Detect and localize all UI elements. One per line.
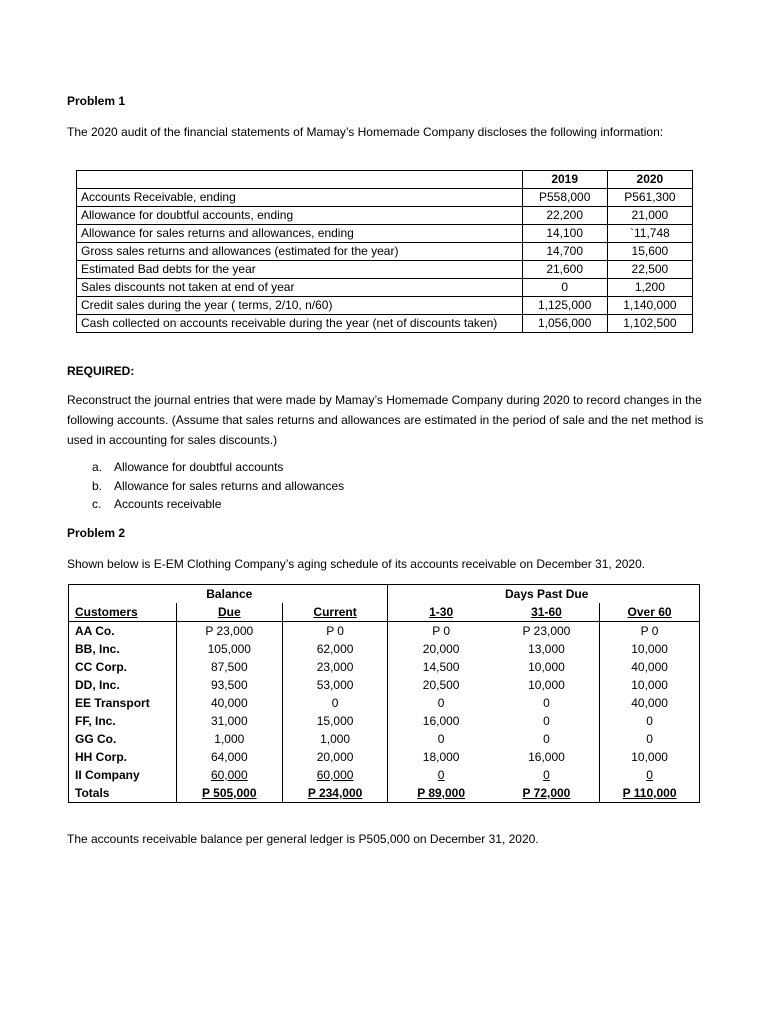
value-2019: 1,125,000 bbox=[522, 297, 607, 315]
over-60-cell: 10,000 bbox=[631, 750, 668, 764]
list-item-letter: a. bbox=[92, 460, 103, 474]
value-2019: 21,600 bbox=[522, 261, 607, 279]
days-1-30-cell: 0 bbox=[437, 696, 445, 710]
balance-due-cell: 105,000 bbox=[207, 642, 251, 656]
days-31-60-cell: P 23,000 bbox=[522, 624, 571, 638]
days-1-30-header: 1-30 bbox=[429, 605, 454, 619]
balance-due-cell: P 23,000 bbox=[205, 624, 254, 638]
days-1-30-cell: 20,000 bbox=[422, 642, 460, 656]
aging-header-row-2 bbox=[69, 603, 700, 622]
problem2-title: Problem 2 bbox=[67, 526, 126, 540]
list-item-letter: b. bbox=[92, 478, 103, 493]
value-2019: 0 bbox=[522, 279, 607, 297]
current-cell: 20,000 bbox=[316, 750, 354, 764]
current-cell: 53,000 bbox=[316, 678, 354, 692]
problem1-title: Problem 1 bbox=[67, 94, 126, 108]
days-1-30-cell: 16,000 bbox=[422, 714, 460, 728]
days-1-30-cell: 18,000 bbox=[422, 750, 460, 764]
customer-cell: AA Co. bbox=[75, 624, 115, 638]
customer-cell: II Company bbox=[75, 768, 140, 782]
table-row bbox=[69, 748, 700, 766]
days-1-30-cell: 0 bbox=[437, 768, 445, 782]
current-header: Current bbox=[313, 605, 357, 619]
list-item bbox=[92, 495, 344, 514]
row-label: Credit sales during the year ( terms, 2/10, n/60) bbox=[77, 297, 523, 315]
row-label: Cash collected on accounts receivable during the year (net of discounts taken) bbox=[77, 315, 523, 333]
total-current-cell: P 234,000 bbox=[307, 786, 363, 800]
balance-due-cell: 40,000 bbox=[210, 696, 248, 710]
days-31-60-cell: 0 bbox=[543, 732, 550, 746]
customer-cell: CC Corp. bbox=[75, 660, 127, 674]
row-label: Sales discounts not taken at end of year bbox=[77, 279, 523, 297]
balance-due-cell: 87,500 bbox=[210, 660, 248, 674]
value-2020: `11,748 bbox=[607, 225, 692, 243]
table-row bbox=[77, 315, 693, 333]
table-row bbox=[77, 243, 693, 261]
over-60-header: Over 60 bbox=[627, 605, 672, 619]
required-text: Reconstruct the journal entries that were made by Mamay’s Homemade Company during 2020 to record changes in the following accounts. (Assume that sales returns and allowances are estimated in the period of sale and the net method is used in accounting for sales discounts.) bbox=[67, 393, 704, 447]
customer-cell: GG Co. bbox=[75, 732, 117, 746]
balance-due-cell: 93,500 bbox=[210, 678, 248, 692]
customer-cell: DD, Inc. bbox=[75, 678, 120, 692]
table-row bbox=[69, 658, 700, 676]
value-2020: 15,600 bbox=[607, 243, 692, 261]
current-cell: 1,000 bbox=[320, 732, 351, 746]
problem1-table bbox=[76, 170, 693, 333]
table-row bbox=[69, 640, 700, 658]
table-row bbox=[77, 207, 693, 225]
balance-due-cell: 31,000 bbox=[210, 714, 248, 728]
year-2020-header: 2020 bbox=[607, 171, 692, 189]
table-row bbox=[77, 225, 693, 243]
value-2020: 21,000 bbox=[607, 207, 692, 225]
days-31-60-cell: 10,000 bbox=[528, 660, 565, 674]
current-cell: 15,000 bbox=[316, 714, 354, 728]
list-item-text: Allowance for doubtful accounts bbox=[114, 460, 284, 474]
problem1-table-header bbox=[77, 171, 693, 189]
days-1-30-cell: 0 bbox=[437, 732, 445, 746]
table-row bbox=[69, 676, 700, 694]
table-row bbox=[69, 712, 700, 730]
value-2020: 22,500 bbox=[607, 261, 692, 279]
balance-due-cell: 60,000 bbox=[210, 768, 248, 782]
list-item-text: Allowance for sales returns and allowances bbox=[114, 478, 345, 493]
table-row bbox=[77, 261, 693, 279]
days-31-60-cell: 16,000 bbox=[528, 750, 565, 764]
over-60-cell: 0 bbox=[646, 714, 653, 728]
value-2020: 1,140,000 bbox=[607, 297, 692, 315]
table-row bbox=[69, 730, 700, 748]
over-60-cell: 0 bbox=[646, 732, 653, 746]
totals-label: Totals bbox=[75, 786, 110, 800]
row-label: Allowance for sales returns and allowances, ending bbox=[77, 225, 523, 243]
customer-cell: FF, Inc. bbox=[75, 714, 116, 728]
table-row bbox=[77, 189, 693, 207]
over-60-cell: 0 bbox=[646, 768, 653, 782]
list-item-text: Accounts receivable bbox=[114, 497, 222, 511]
value-2020: 1,200 bbox=[607, 279, 692, 297]
table-row bbox=[77, 297, 693, 315]
value-2019: 14,700 bbox=[522, 243, 607, 261]
customer-cell: BB, Inc. bbox=[75, 642, 120, 656]
days-31-60-cell: 0 bbox=[543, 696, 550, 710]
list-item bbox=[92, 458, 344, 477]
over-60-cell: P 0 bbox=[640, 624, 659, 638]
table-row bbox=[69, 766, 700, 784]
header-blank-cell bbox=[77, 171, 523, 189]
row-label: Estimated Bad debts for the year bbox=[77, 261, 523, 279]
problem1-intro: The 2020 audit of the financial statements of Mamay’s Homemade Company discloses the following information: bbox=[67, 125, 664, 139]
value-2019: 1,056,000 bbox=[522, 315, 607, 333]
value-2020: P561,300 bbox=[607, 189, 692, 207]
total-over-60-cell: P 110,000 bbox=[622, 786, 677, 800]
value-2020: 1,102,500 bbox=[607, 315, 692, 333]
days-31-60-cell: 0 bbox=[543, 714, 550, 728]
aging-schedule-table bbox=[68, 584, 700, 803]
current-cell: 23,000 bbox=[316, 660, 354, 674]
list-item-letter: c. bbox=[92, 497, 102, 511]
balance-header: Balance bbox=[176, 585, 282, 604]
problem2-footer: The accounts receivable balance per general ledger is P505,000 on December 31, 2020. bbox=[67, 832, 539, 846]
balance-due-cell: 1,000 bbox=[214, 732, 245, 746]
days-past-due-header: Days Past Due bbox=[494, 585, 600, 604]
table-row bbox=[69, 622, 700, 641]
row-label: Gross sales returns and allowances (estimated for the year) bbox=[77, 243, 523, 261]
total-days-1-30-cell: P 89,000 bbox=[417, 786, 466, 800]
days-31-60-header: 31-60 bbox=[531, 605, 562, 619]
current-cell: 0 bbox=[331, 696, 339, 710]
days-1-30-cell: 14,500 bbox=[422, 660, 460, 674]
row-label: Allowance for doubtful accounts, ending bbox=[77, 207, 523, 225]
aging-header-row-1 bbox=[69, 585, 700, 604]
current-cell: 60,000 bbox=[316, 768, 354, 782]
value-2019: 14,100 bbox=[522, 225, 607, 243]
over-60-cell: 10,000 bbox=[631, 678, 668, 692]
over-60-cell: 10,000 bbox=[631, 642, 668, 656]
required-title: REQUIRED: bbox=[67, 364, 135, 378]
totals-row bbox=[69, 784, 700, 803]
value-2019: 22,200 bbox=[522, 207, 607, 225]
days-31-60-cell: 10,000 bbox=[528, 678, 565, 692]
balance-due-cell: 64,000 bbox=[210, 750, 248, 764]
due-header: Due bbox=[217, 605, 241, 619]
problem2-intro: Shown below is E-EM Clothing Company’s aging schedule of its accounts receivable on December 31, 2020. bbox=[67, 557, 646, 571]
value-2019: P558,000 bbox=[522, 189, 607, 207]
days-1-30-cell: 20,500 bbox=[422, 678, 460, 692]
table-row bbox=[77, 279, 693, 297]
customers-header: Customers bbox=[75, 605, 138, 619]
customer-cell: EE Transport bbox=[75, 696, 150, 710]
over-60-cell: 40,000 bbox=[631, 696, 668, 710]
total-balance-due-cell: P 505,000 bbox=[202, 786, 257, 800]
customer-cell: HH Corp. bbox=[75, 750, 127, 764]
current-cell: 62,000 bbox=[316, 642, 354, 656]
table-row bbox=[69, 694, 700, 712]
days-31-60-cell: 0 bbox=[543, 768, 550, 782]
total-days-31-60-cell: P 72,000 bbox=[522, 786, 571, 800]
days-31-60-cell: 13,000 bbox=[528, 642, 565, 656]
required-list bbox=[92, 458, 344, 514]
year-2019-header: 2019 bbox=[522, 171, 607, 189]
days-1-30-cell: P 0 bbox=[432, 624, 451, 638]
current-cell: P 0 bbox=[326, 624, 344, 638]
list-item bbox=[92, 477, 344, 496]
row-label: Accounts Receivable, ending bbox=[77, 189, 523, 207]
over-60-cell: 40,000 bbox=[631, 660, 668, 674]
